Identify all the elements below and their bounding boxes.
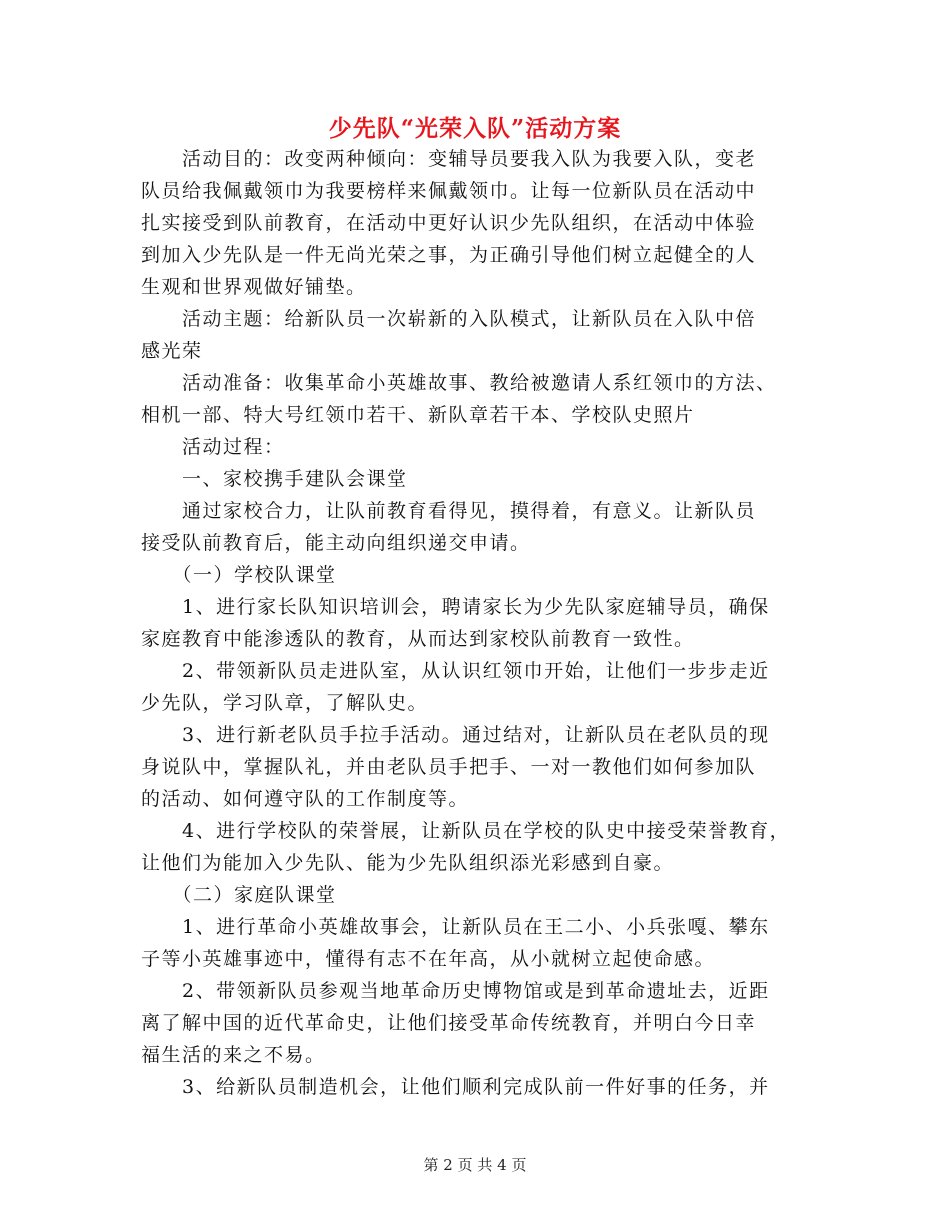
body-line: 家庭教育中能渗透队的教育，从而达到家校队前教育一致性。 [141,628,695,650]
body-line: 生观和世界观做好铺垫。 [141,276,367,298]
body-line: 感光荣 [141,340,203,362]
body-line: 2、带领新队员参观当地革命历史博物馆或是到革命遗址去，近距 [141,980,770,1002]
body-line: 的活动、如何遵守队的工作制度等。 [141,788,470,810]
body-line: 队员给我佩戴领巾为我要榜样来佩戴领巾。让每一位新队员在活动中 [141,180,757,202]
body-line: 1、进行革命小英雄故事会，让新队员在王二小、小兵张嘎、攀东 [141,916,770,938]
document-title: 少先队“光荣入队”活动方案 [328,115,622,142]
body-line: 让他们为能加入少先队、能为少先队组织添光彩感到自豪。 [141,852,675,874]
page-footer: 第 2 页 共 4 页 [423,1156,527,1174]
body-line: 一、家校携手建队会课堂 [141,468,408,490]
body-line: 接受队前教育后，能主动向组织递交申请。 [141,532,531,554]
body-line: 通过家校合力，让队前教育看得见，摸得着，有意义。让新队员 [141,500,757,522]
body-line: 子等小英雄事迹中，懂得有志不在年高，从小就树立起使命感。 [141,948,716,970]
body-line: 活动目的：改变两种倾向：变辅导员要我入队为我要入队，变老 [141,148,757,170]
body-line: 离了解中国的近代革命史，让他们接受革命传统教育，并明白今日幸 [141,1012,757,1034]
body-line: （二）家庭队课堂 [141,884,337,906]
body-line: 到加入少先队是一件无尚光荣之事，为正确引导他们树立起健全的人 [141,244,757,266]
body-line: 3、给新队员制造机会，让他们顺利完成队前一件好事的任务，并 [141,1076,770,1098]
body-line: 活动主题：给新队员一次崭新的入队模式，让新队员在入队中倍 [141,308,757,330]
body-line: 福生活的来之不易。 [141,1044,326,1066]
body-line: 相机一部、特大号红领巾若干、新队章若干本、学校队史照片 [141,404,695,426]
body-line: 少先队，学习队章，了解队史。 [141,692,429,714]
body-line: 4、进行学校队的荣誉展，让新队员在学校的队史中接受荣誉教育， [141,820,791,842]
body-line: 活动过程： [141,436,285,458]
body-line: 活动准备：收集革命小英雄故事、教给被邀请人系红领巾的方法、 [141,372,777,394]
body-line: 3、进行新老队员手拉手活动。通过结对，让新队员在老队员的现 [141,724,770,746]
body-line: 1、进行家长队知识培训会，聘请家长为少先队家庭辅导员，确保 [141,596,770,618]
body-line: 2、带领新队员走进队室，从认识红领巾开始，让他们一步步走近 [141,660,770,682]
body-line: 身说队中，掌握队礼，并由老队员手把手、一对一教他们如何参加队 [141,756,757,778]
body-line: 扎实接受到队前教育，在活动中更好认识少先队组织，在活动中体验 [141,212,757,234]
document-body [141,143,821,1103]
body-line: （一）学校队课堂 [141,564,337,586]
